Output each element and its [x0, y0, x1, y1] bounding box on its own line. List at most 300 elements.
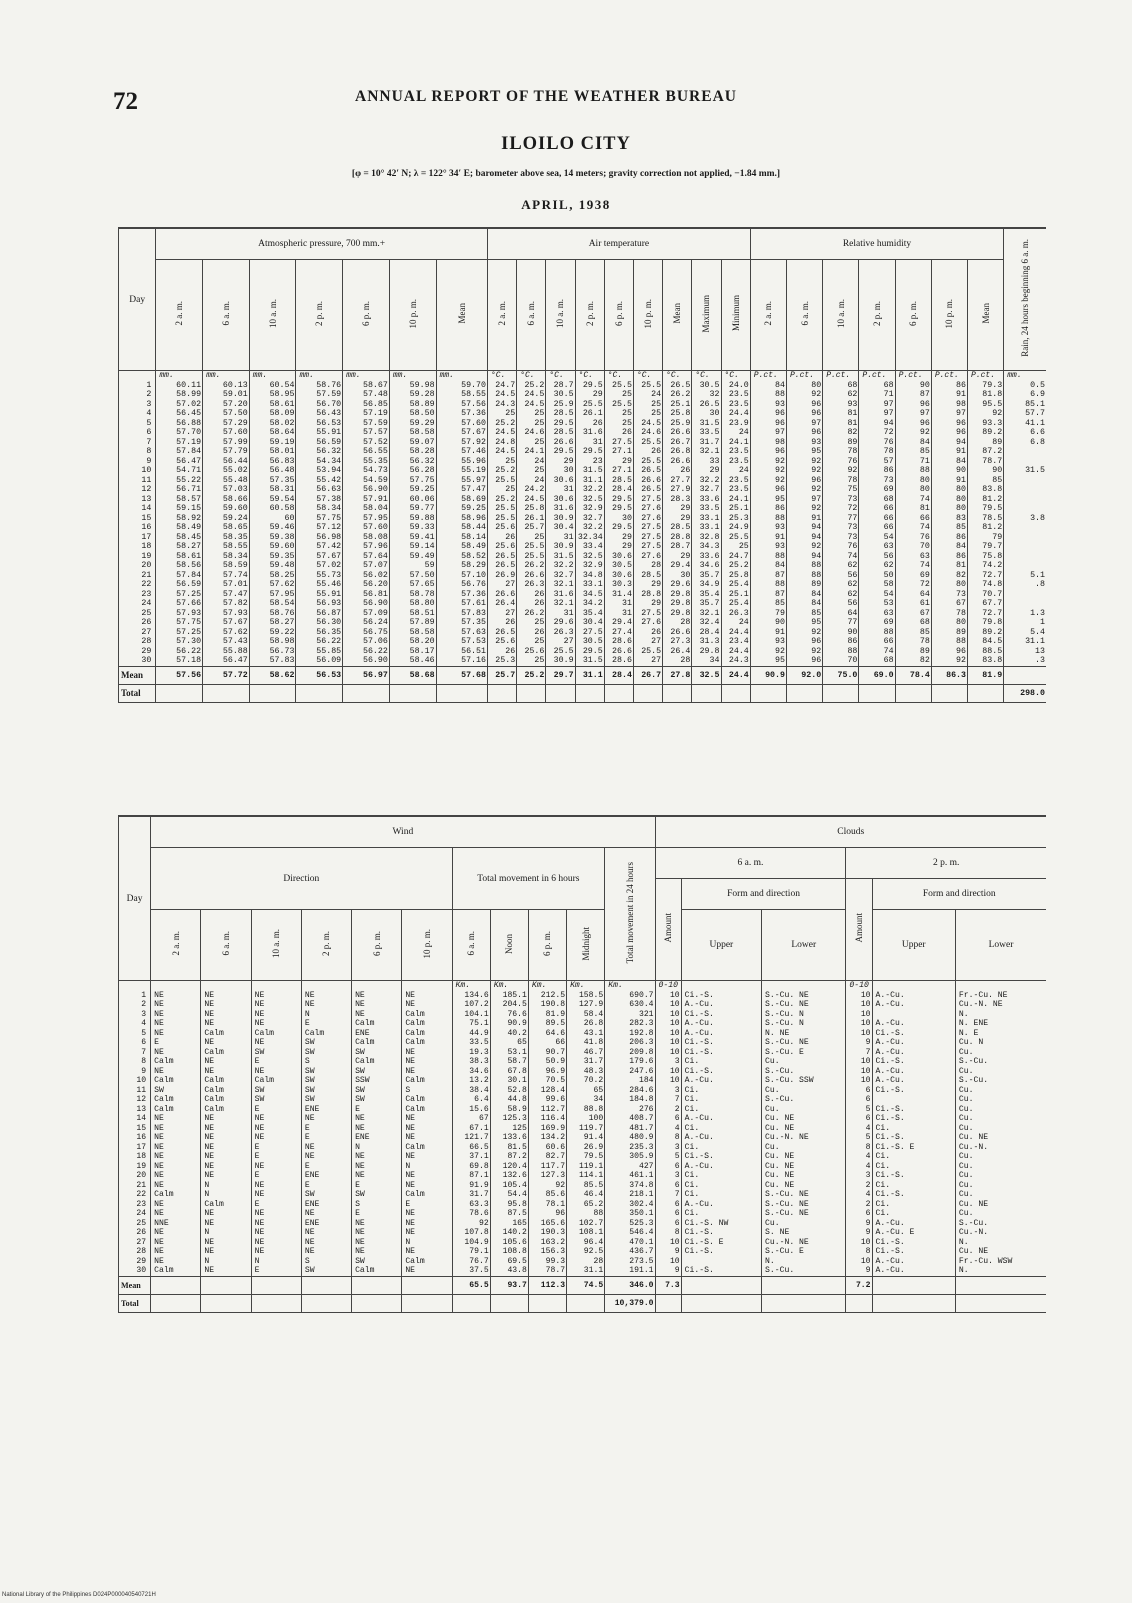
- data-cell: Ci.: [681, 1209, 761, 1219]
- data-cell: A.-Cu.: [681, 1114, 761, 1124]
- data-cell: 25.5: [488, 476, 517, 486]
- data-cell: 24.4: [721, 647, 750, 657]
- data-cell: Cu.: [955, 1105, 1046, 1115]
- units-cell: [762, 981, 846, 991]
- data-cell: NE: [352, 1124, 402, 1134]
- units-cell: 0-10: [846, 981, 872, 991]
- day-cell: 30: [119, 1266, 151, 1276]
- data-cell: 58.17: [389, 647, 436, 657]
- total-row: [119, 1294, 1047, 1312]
- day-cell: 7: [119, 438, 156, 448]
- data-cell: 59.88: [389, 514, 436, 524]
- total-rain-cell: 298.0: [1004, 684, 1046, 702]
- data-cell: 26.5: [663, 381, 692, 391]
- data-cell: NE: [201, 1247, 251, 1257]
- data-cell: 93: [750, 637, 786, 647]
- data-cell: Cu. NE: [955, 1133, 1046, 1143]
- data-cell: 26: [488, 618, 517, 628]
- data-cell: 90: [823, 628, 859, 638]
- data-cell: N: [402, 1162, 452, 1172]
- mean-cell: 75.0: [823, 666, 859, 684]
- table-row: [119, 438, 1047, 448]
- data-cell: 9: [846, 1228, 872, 1238]
- units-cell: Km.: [528, 981, 566, 991]
- day-cell: 8: [119, 1057, 151, 1067]
- day-cell: 20: [119, 1171, 151, 1181]
- data-cell: 53.94: [296, 466, 343, 476]
- data-cell: 91: [931, 390, 967, 400]
- data-cell: 74.8: [968, 580, 1004, 590]
- data-cell: 25.6: [488, 542, 517, 552]
- data-cell: Calm: [201, 1048, 251, 1058]
- data-cell: NE: [201, 1114, 251, 1124]
- data-cell: 9: [655, 1247, 681, 1257]
- data-cell: 65: [567, 1086, 605, 1096]
- data-cell: 25.8: [721, 571, 750, 581]
- data-cell: [1004, 533, 1046, 543]
- data-cell: 32.7: [546, 571, 575, 581]
- data-cell: 134.6: [452, 991, 490, 1001]
- data-cell: 58.61: [249, 400, 296, 410]
- day-cell: 28: [119, 637, 156, 647]
- data-cell: [1004, 447, 1046, 457]
- data-cell: 58: [859, 580, 895, 590]
- data-cell: 32.2: [546, 561, 575, 571]
- data-cell: 112.7: [528, 1105, 566, 1115]
- data-cell: NE: [151, 1209, 201, 1219]
- data-cell: 32.8: [692, 533, 721, 543]
- data-cell: 91: [750, 533, 786, 543]
- data-cell: 81.2: [968, 495, 1004, 505]
- table-row: [119, 1266, 1047, 1276]
- data-cell: 88.8: [567, 1105, 605, 1115]
- data-cell: 6: [655, 1181, 681, 1191]
- data-cell: 25.2: [517, 381, 546, 391]
- data-cell: Cu.: [955, 1114, 1046, 1124]
- data-cell: NE: [151, 1133, 201, 1143]
- data-cell: 72: [859, 428, 895, 438]
- data-cell: A.-Cu.: [872, 1000, 955, 1010]
- data-cell: Calm: [201, 1086, 251, 1096]
- data-cell: 25: [517, 618, 546, 628]
- data-cell: 26.3: [721, 609, 750, 619]
- data-cell: Calm: [301, 1029, 351, 1039]
- data-cell: 57.83: [436, 609, 487, 619]
- data-cell: 76: [859, 438, 895, 448]
- day-cell: 9: [119, 457, 156, 467]
- data-cell: NE: [352, 1010, 402, 1020]
- data-cell: 57.20: [203, 400, 250, 410]
- data-cell: 31: [546, 609, 575, 619]
- day-cell: 4: [119, 409, 156, 419]
- data-cell: 57.75: [389, 476, 436, 486]
- data-cell: 31: [546, 485, 575, 495]
- table-row: [119, 523, 1047, 533]
- data-cell: 26.1: [575, 409, 604, 419]
- total-cell: [575, 684, 604, 702]
- data-cell: 24: [721, 618, 750, 628]
- data-cell: Cu.-N. NE: [762, 1133, 846, 1143]
- table-row: [119, 561, 1047, 571]
- data-cell: 57.84: [156, 571, 203, 581]
- data-cell: NE: [151, 1029, 201, 1039]
- data-cell: SW: [352, 1257, 402, 1267]
- data-cell: 87.1: [452, 1171, 490, 1181]
- data-cell: 57.43: [203, 637, 250, 647]
- data-cell: 99.6: [528, 1095, 566, 1105]
- data-cell: 86: [931, 533, 967, 543]
- data-cell: 33.1: [575, 580, 604, 590]
- mean-cell: [681, 1276, 761, 1294]
- table-row: [119, 1190, 1047, 1200]
- data-cell: 93: [823, 400, 859, 410]
- data-cell: NE: [151, 1067, 201, 1077]
- data-cell: 29: [633, 580, 662, 590]
- data-cell: 57.57: [343, 428, 390, 438]
- data-cell: 69: [895, 571, 931, 581]
- data-cell: 30.1: [490, 1076, 528, 1086]
- mean-cell: 7.3: [655, 1276, 681, 1294]
- data-cell: 1: [1004, 618, 1046, 628]
- data-cell: 83.8: [968, 485, 1004, 495]
- data-cell: 88: [859, 628, 895, 638]
- data-cell: 31.5: [692, 419, 721, 429]
- data-cell: SW: [301, 1076, 351, 1086]
- data-cell: 79.5: [567, 1152, 605, 1162]
- data-cell: 57.79: [203, 447, 250, 457]
- table-row: [119, 504, 1047, 514]
- data-cell: Calm: [201, 1200, 251, 1210]
- data-cell: 91: [787, 514, 823, 524]
- data-cell: 87.2: [968, 447, 1004, 457]
- data-cell: 94: [787, 533, 823, 543]
- data-cell: 30.5: [604, 561, 633, 571]
- day-cell: 26: [119, 1228, 151, 1238]
- data-cell: 525.3: [605, 1219, 655, 1229]
- data-cell: 26.6: [488, 590, 517, 600]
- data-cell: 56: [823, 599, 859, 609]
- data-cell: Ci.-S.: [681, 1048, 761, 1058]
- data-cell: Calm: [251, 1076, 301, 1086]
- units-cell: °C.: [488, 371, 517, 381]
- rain-header: Rain, 24 hours beginning 6 a. m.: [1004, 228, 1046, 371]
- total-cell: [633, 684, 662, 702]
- data-cell: NE: [301, 1209, 351, 1219]
- data-cell: 321: [605, 1010, 655, 1020]
- data-cell: Ci.-S.: [681, 1266, 761, 1276]
- day-cell: 19: [119, 1162, 151, 1172]
- data-cell: 10: [846, 1238, 872, 1248]
- units-cell: mm.: [249, 371, 296, 381]
- data-cell: N.: [762, 1257, 846, 1267]
- data-cell: 72: [823, 504, 859, 514]
- day-cell: 19: [119, 552, 156, 562]
- data-cell: 88: [787, 561, 823, 571]
- data-cell: 25.6: [517, 647, 546, 657]
- data-cell: 10: [655, 1010, 681, 1020]
- mean-cell: 24.4: [721, 666, 750, 684]
- day-cell: 1: [119, 381, 156, 391]
- data-cell: 10: [846, 1076, 872, 1086]
- data-cell: 56.90: [343, 599, 390, 609]
- data-cell: 57.03: [203, 485, 250, 495]
- data-cell: 26.6: [517, 571, 546, 581]
- total-cell: [402, 1294, 452, 1312]
- data-cell: SW: [352, 1086, 402, 1096]
- data-cell: 24.1: [721, 438, 750, 448]
- data-cell: 56.22: [156, 647, 203, 657]
- data-cell: 24.5: [633, 419, 662, 429]
- data-cell: 30.4: [546, 523, 575, 533]
- data-cell: 58.9: [490, 1105, 528, 1115]
- data-cell: 58.27: [249, 618, 296, 628]
- data-cell: ENE: [352, 1029, 402, 1039]
- column-header: 10 a. m.: [546, 260, 575, 371]
- data-cell: 28: [633, 561, 662, 571]
- data-cell: 121.7: [452, 1133, 490, 1143]
- data-cell: 57: [859, 457, 895, 467]
- data-cell: Cu.: [762, 1086, 846, 1096]
- data-cell: 55.19: [436, 466, 487, 476]
- data-cell: 58.58: [389, 628, 436, 638]
- data-cell: 104.1: [452, 1010, 490, 1020]
- mean-cell: 28.4: [604, 666, 633, 684]
- data-cell: 57.59: [296, 390, 343, 400]
- data-cell: NE: [251, 1038, 301, 1048]
- data-cell: NE: [201, 1209, 251, 1219]
- units-cell: P.ct.: [968, 371, 1004, 381]
- data-cell: 31.6: [546, 504, 575, 514]
- data-cell: 27.5: [633, 542, 662, 552]
- column-header: 6 a. m.: [787, 260, 823, 371]
- data-cell: 25.9: [663, 419, 692, 429]
- data-cell: A.-Cu.: [681, 1076, 761, 1086]
- data-cell: 41.8: [567, 1038, 605, 1048]
- total-cell: [859, 684, 895, 702]
- data-cell: 33: [692, 457, 721, 467]
- data-cell: 31: [546, 533, 575, 543]
- data-cell: SW: [301, 1266, 351, 1276]
- data-cell: 57.56: [436, 400, 487, 410]
- data-cell: 56.98: [296, 533, 343, 543]
- data-cell: 29.6: [546, 618, 575, 628]
- data-cell: Cu.-N.: [955, 1143, 1046, 1153]
- data-cell: 58.49: [436, 542, 487, 552]
- day-cell: 30: [119, 656, 156, 666]
- table-row: [119, 390, 1047, 400]
- data-cell: 78.7: [968, 457, 1004, 467]
- data-cell: Ci.-S.: [872, 1133, 955, 1143]
- data-cell: 26.6: [633, 476, 662, 486]
- data-cell: 56.32: [296, 447, 343, 457]
- data-cell: 65.2: [567, 1200, 605, 1210]
- data-cell: 59.48: [249, 561, 296, 571]
- data-cell: E: [301, 1133, 351, 1143]
- data-cell: Ci.: [681, 1057, 761, 1067]
- day-cell: 27: [119, 628, 156, 638]
- data-cell: S: [301, 1057, 351, 1067]
- data-cell: 6: [846, 1086, 872, 1096]
- data-cell: S.-Cu. N: [762, 1019, 846, 1029]
- data-cell: 0.5: [1004, 381, 1046, 391]
- page-number: 72: [113, 88, 138, 115]
- total-cell: [721, 684, 750, 702]
- data-cell: 57.92: [436, 438, 487, 448]
- data-cell: 24.7: [721, 552, 750, 562]
- data-cell: 284.6: [605, 1086, 655, 1096]
- data-cell: 58.95: [249, 390, 296, 400]
- data-cell: 29: [633, 599, 662, 609]
- data-cell: ENE: [301, 1219, 351, 1229]
- data-cell: Calm: [201, 1105, 251, 1115]
- data-cell: 97: [787, 419, 823, 429]
- data-cell: 60.11: [156, 381, 203, 391]
- table-row: [119, 1247, 1047, 1257]
- data-cell: 31.6: [546, 590, 575, 600]
- data-cell: 6.9: [1004, 390, 1046, 400]
- data-cell: Cu.: [955, 1124, 1046, 1134]
- total-cell: [872, 1294, 955, 1312]
- data-cell: 105.6: [490, 1238, 528, 1248]
- data-cell: S.-Cu.: [762, 1095, 846, 1105]
- units-cell: P.ct.: [750, 371, 786, 381]
- data-cell: 3: [655, 1086, 681, 1096]
- day-cell: 16: [119, 523, 156, 533]
- data-cell: Calm: [352, 1019, 402, 1029]
- data-cell: 80: [895, 476, 931, 486]
- table-row: [119, 1257, 1047, 1267]
- total-cell: [955, 1294, 1046, 1312]
- data-cell: 78: [931, 609, 967, 619]
- data-cell: 25.5: [633, 647, 662, 657]
- data-cell: 57.19: [343, 409, 390, 419]
- data-cell: 30.3: [604, 580, 633, 590]
- data-cell: 63: [859, 609, 895, 619]
- table-row: [119, 1038, 1047, 1048]
- data-cell: 132.6: [490, 1171, 528, 1181]
- data-cell: 46.7: [567, 1048, 605, 1058]
- day-cell: 15: [119, 1124, 151, 1134]
- data-cell: 73: [823, 495, 859, 505]
- data-cell: 25.3: [488, 656, 517, 666]
- data-cell: 59.77: [389, 504, 436, 514]
- data-cell: 60.58: [249, 504, 296, 514]
- data-cell: A.-Cu.: [872, 1219, 955, 1229]
- data-cell: S: [352, 1200, 402, 1210]
- data-cell: 88: [823, 647, 859, 657]
- data-cell: Calm: [402, 1038, 452, 1048]
- data-cell: 88: [567, 1209, 605, 1219]
- data-cell: S.-Cu. N: [762, 1010, 846, 1020]
- data-cell: Ci.-S.: [681, 1247, 761, 1257]
- table-row: [119, 1105, 1047, 1115]
- data-cell: Calm: [402, 1076, 452, 1086]
- data-cell: 26: [575, 419, 604, 429]
- data-cell: 79.3: [968, 381, 1004, 391]
- data-cell: Calm: [352, 1038, 402, 1048]
- data-cell: 57.47: [436, 485, 487, 495]
- data-cell: 28.7: [663, 542, 692, 552]
- data-cell: 26.2: [663, 390, 692, 400]
- day-cell: 25: [119, 1219, 151, 1229]
- data-cell: 89: [823, 438, 859, 448]
- data-cell: 119.7: [567, 1124, 605, 1134]
- data-cell: 59.33: [389, 523, 436, 533]
- data-cell: 27.1: [604, 447, 633, 457]
- data-cell: 630.4: [605, 1000, 655, 1010]
- data-cell: 57.60: [203, 428, 250, 438]
- data-cell: 66: [859, 637, 895, 647]
- day-cell: 5: [119, 419, 156, 429]
- total-label: Total: [119, 1294, 151, 1312]
- table-row: [119, 628, 1047, 638]
- data-cell: 24.6: [517, 428, 546, 438]
- data-cell: 23.4: [721, 637, 750, 647]
- data-cell: 27.5: [633, 495, 662, 505]
- data-cell: 26.8: [567, 1019, 605, 1029]
- units-cell: [301, 981, 351, 991]
- data-cell: 85.1: [1004, 400, 1046, 410]
- units-cell: °C.: [692, 371, 721, 381]
- data-cell: 96.9: [528, 1067, 566, 1077]
- data-cell: 9: [655, 1266, 681, 1276]
- data-cell: 96: [931, 428, 967, 438]
- units-cell: °C.: [575, 371, 604, 381]
- total-cell: [681, 1294, 761, 1312]
- data-cell: 57.99: [203, 438, 250, 448]
- data-cell: 92: [452, 1219, 490, 1229]
- units-cell: P.ct.: [823, 371, 859, 381]
- data-cell: 94: [787, 552, 823, 562]
- data-cell: 57.75: [296, 514, 343, 524]
- data-cell: 191.1: [605, 1266, 655, 1276]
- table-row: [119, 647, 1047, 657]
- data-cell: Cu. NE: [762, 1124, 846, 1134]
- data-cell: 29.5: [604, 504, 633, 514]
- data-cell: SW: [301, 1038, 351, 1048]
- data-cell: S.-Cu. NE: [762, 1038, 846, 1048]
- data-cell: 57.93: [203, 609, 250, 619]
- data-cell: 27.5: [604, 438, 633, 448]
- units-row: [119, 371, 1047, 381]
- data-cell: NE: [352, 1247, 402, 1257]
- footer-attribution: National Library of the Philippines D024P000040540721H: [2, 1592, 156, 1598]
- day-cell: 4: [119, 1019, 151, 1029]
- data-cell: 55.96: [436, 457, 487, 467]
- data-cell: 25: [721, 542, 750, 552]
- data-cell: 25.6: [488, 637, 517, 647]
- data-cell: 33.5: [692, 504, 721, 514]
- data-cell: 374.8: [605, 1181, 655, 1191]
- data-cell: 55.42: [296, 476, 343, 486]
- data-cell: 29.5: [604, 523, 633, 533]
- data-cell: NE: [301, 1238, 351, 1248]
- total-cell: [201, 1294, 251, 1312]
- data-cell: A.-Cu.: [681, 1133, 761, 1143]
- data-cell: 54: [859, 590, 895, 600]
- data-cell: 282.3: [605, 1019, 655, 1029]
- data-cell: Ci.-S.: [872, 1190, 955, 1200]
- data-cell: 32.7: [692, 485, 721, 495]
- data-cell: 32.1: [546, 599, 575, 609]
- day-cell: 28: [119, 1247, 151, 1257]
- data-cell: 75.1: [452, 1019, 490, 1029]
- data-cell: A.-Cu.: [681, 1200, 761, 1210]
- mean-cell: 57.56: [156, 666, 203, 684]
- data-cell: NE: [151, 1247, 201, 1257]
- amount-6am-header: Amount: [655, 879, 681, 981]
- data-cell: 57.62: [203, 628, 250, 638]
